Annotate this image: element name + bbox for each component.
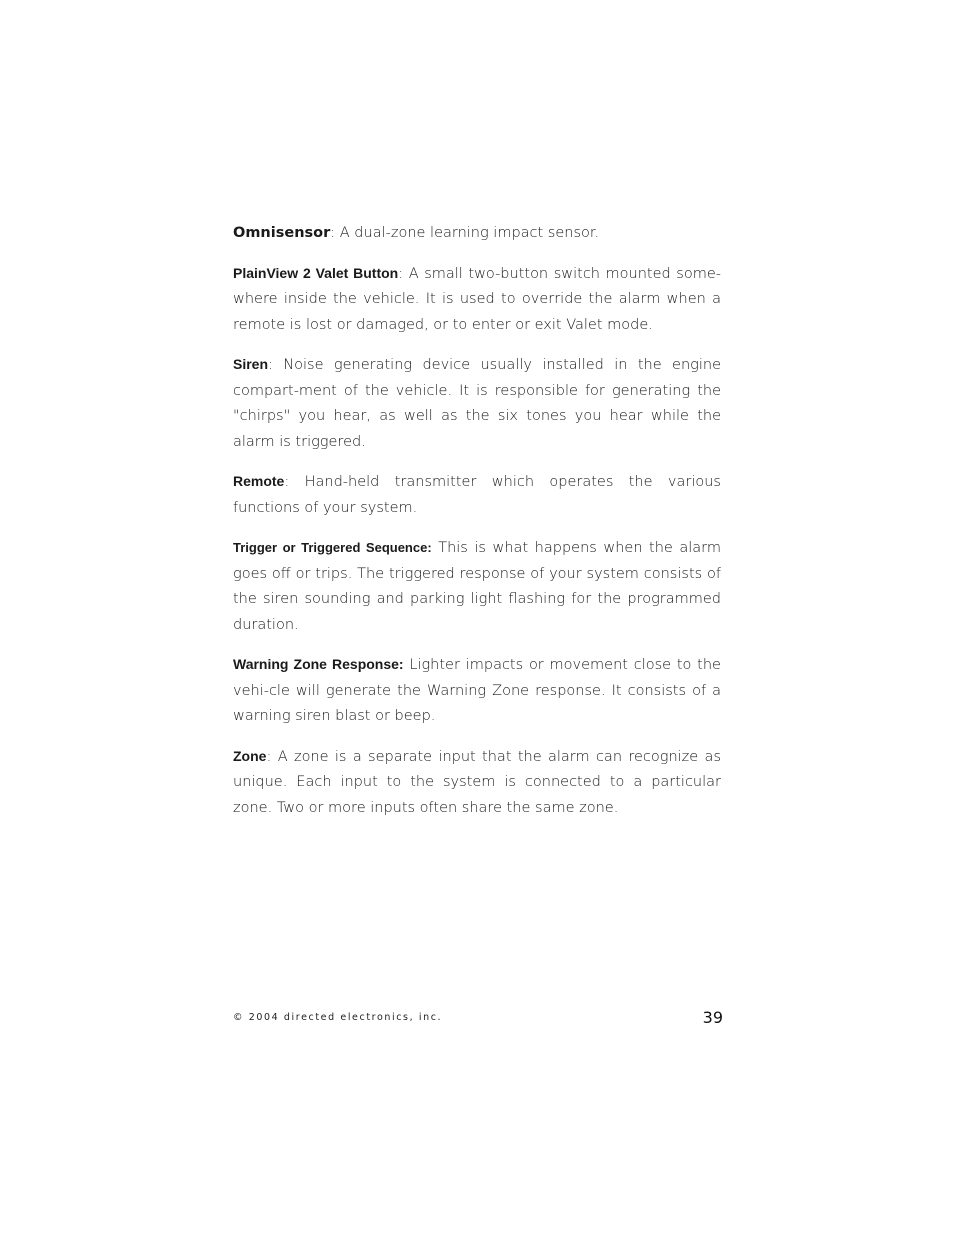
term-separator: :	[398, 265, 409, 282]
glossary-entry-omnisensor	[233, 221, 721, 247]
glossary-definition: Lighter impacts or movement close to the vehi-cle will generate the Warning Zone response. It consists of a warning siren blast or beep.	[233, 657, 721, 724]
glossary-term: Remote	[233, 473, 285, 489]
glossary-definition: A small two-button switch mounted some-where inside the vehicle. It is used to override the alarm when a remote is lost or damaged, or to enter or exit Valet mode.	[233, 265, 722, 333]
glossary-entry-warning-zone	[233, 652, 721, 730]
term-separator: :	[284, 474, 305, 490]
glossary-term: Trigger or Triggered Sequence:	[233, 540, 432, 555]
copyright-notice: © 2004 directed electronics, inc.	[233, 1012, 443, 1023]
glossary-definition: A zone is a separate input that the alarm can recognize as unique. Each input to the system is connected to a particular zone. Two or more inputs often share the same zone.	[233, 748, 721, 816]
page-footer	[233, 1006, 723, 1036]
glossary-entry-valet-button	[233, 261, 721, 339]
glossary-definition: Noise generating device usually installed in the engine compart-ment of the vehicle. It is responsible for generating the "chirps" you hear, as well as the six tones you hear while the alarm is triggered.	[233, 357, 722, 450]
term-separator: :	[268, 357, 284, 373]
glossary-term: Omnisensor	[233, 225, 331, 241]
glossary-term: Siren	[233, 356, 269, 372]
page-number: 39	[702, 1008, 723, 1027]
glossary-term: PlainView 2 Valet Button	[233, 264, 399, 281]
glossary-entry-siren	[233, 352, 721, 455]
glossary	[233, 221, 721, 835]
glossary-term: Warning Zone Response:	[233, 656, 404, 672]
glossary-entry-remote	[233, 469, 721, 521]
glossary-definition: This is what happens when the alarm goes off or trips. The triggered response of your system consists of the siren sounding and parking light flashing for the programmed duration.	[233, 540, 722, 633]
glossary-definition: Hand-held transmitter which operates the various functions of your system.	[233, 474, 721, 516]
glossary-definition: A dual-zone learning impact sensor.	[339, 225, 600, 241]
term-separator: :	[266, 748, 278, 765]
glossary-term: Zone	[233, 747, 267, 764]
glossary-entry-zone	[233, 744, 721, 822]
term-separator: :	[330, 225, 340, 241]
glossary-entry-trigger	[233, 535, 721, 638]
